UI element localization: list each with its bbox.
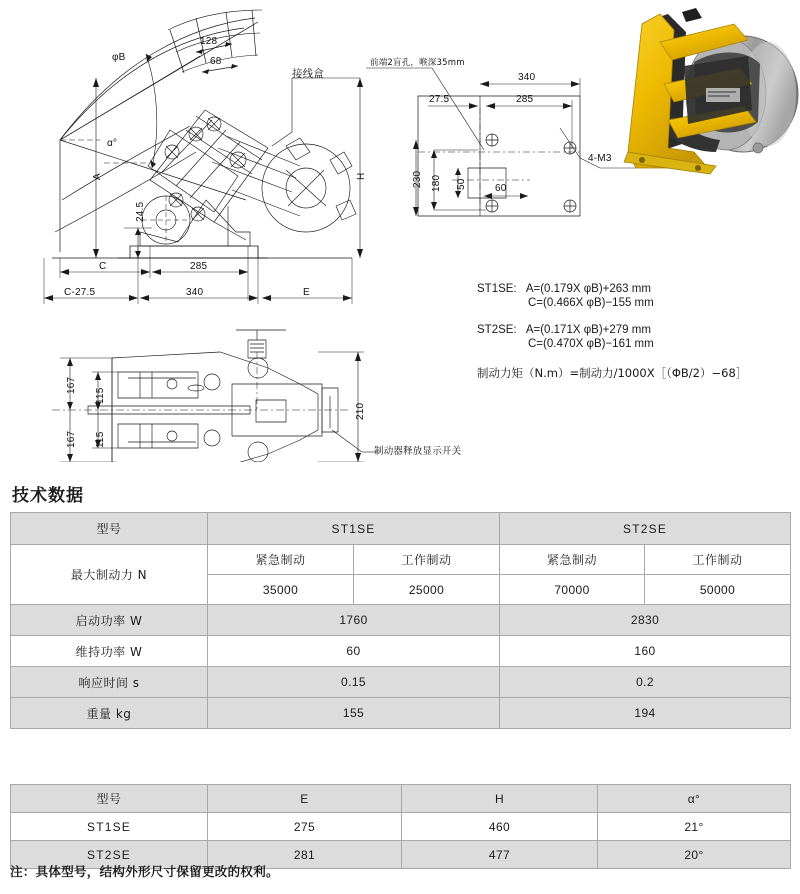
section-title-technical-data: 技术数据 [12,486,84,506]
dim-285-front: 285 [516,94,534,105]
dim-e: E [303,287,310,298]
table-row [11,545,791,575]
callout-junction-box: 接线盒 [292,68,325,80]
formula-st1se-a-text: A=(0.179X φB)+263 mm [525,283,651,295]
spec-row-label-hold-power: 维持功率 W [11,636,208,667]
spec-value-force-1: 25000 [354,575,500,605]
spec-header-st1se: ST1SE [208,513,500,545]
dim-c-minus-27-5: C-27.5 [64,287,96,298]
spec-mode-st2se-emergency: 紧急制动 [500,545,645,575]
dim-167-top: 167 [66,376,77,394]
footnote: 注：具体型号，结构外形尺寸保留更改的权利。 [10,864,279,879]
dim-68: 68 [210,56,222,67]
dim-phi-b: φB [112,52,126,63]
formula-st2se-c: C=(0.470X φB)−161 mm [528,338,654,351]
dim-a: A [92,173,103,180]
spec-value-hold-power-st2se: 160 [500,636,791,667]
dimension-table [10,784,791,869]
spec-mode-st1se-emergency: 紧急制动 [208,545,354,575]
table-row [11,636,791,667]
dim-row-h-st2se: 477 [402,841,598,869]
dim-alpha: α° [107,138,118,149]
table-row [11,667,791,698]
dim-24-5: 24.5 [135,201,146,222]
dim-row-alpha-st1se: 21° [598,813,791,841]
dim-row-h-st1se: 460 [402,813,598,841]
dim-115-bottom: 115 [95,431,106,448]
dim-340-front: 340 [518,72,536,83]
dim-4-m3: 4-M3 [588,153,612,164]
product-photo [598,2,800,178]
table-row [11,813,791,841]
dim-340-side: 340 [186,287,204,298]
dim-row-alpha-st2se: 20° [598,841,791,869]
table-row [11,785,791,813]
table-row [11,513,791,545]
spec-header-st2se: ST2SE [500,513,791,545]
spec-row-label-weight: 重量 kg [11,698,208,729]
dim-167-bottom: 167 [66,430,77,448]
spec-value-force-3: 50000 [645,575,791,605]
formula-st2se-model: ST2SE: [477,324,517,337]
dim-285: 285 [190,261,208,272]
spec-value-response-st2se: 0.2 [500,667,791,698]
dim-row-e-st2se: 281 [208,841,402,869]
spec-value-hold-power-st1se: 60 [208,636,500,667]
spec-mode-st1se-service: 工作制动 [354,545,500,575]
formula-spacer [477,311,797,324]
spec-row-label-response-time: 响应时间 s [11,667,208,698]
spec-value-start-power-st1se: 1760 [208,605,500,636]
spec-row-label-max-brake-force: 最大制动力 N [11,545,208,605]
dim-115-top: 115 [95,387,106,404]
formula-st1se-a [477,283,797,295]
dim-128: 128 [200,36,218,47]
dim-row-model-st1se: ST1SE [11,813,208,841]
callout-release-switch: 制动器释放显示开关 [374,446,462,457]
spec-value-start-power-st2se: 2830 [500,605,791,636]
dim-180: 180 [431,174,442,192]
dim-h: H [356,172,367,180]
formula-brake-torque: 制动力矩（N.m）=制动力/1000X［（ΦB/2）−68］ [477,366,748,381]
dim-header-model: 型号 [11,785,208,813]
dim-210: 210 [355,402,366,420]
spec-value-weight-st2se: 194 [500,698,791,729]
spec-row-label-start-power: 启动功率 W [11,605,208,636]
spec-value-response-st1se: 0.15 [208,667,500,698]
dim-header-h: H [402,785,598,813]
dim-50: 50 [456,178,467,190]
callout-blind-holes: 前端2盲孔，喉深35mm [370,58,465,68]
dim-27-5: 27.5 [429,94,450,105]
formula-st1se-model: ST1SE: [477,283,517,295]
spec-value-weight-st1se: 155 [208,698,500,729]
dim-header-alpha: α° [598,785,791,813]
formula-block [477,283,797,379]
formula-st1se-c: C=(0.466X φB)−155 mm [528,297,654,310]
table-row [11,698,791,729]
dim-c: C [99,261,107,272]
table-row [11,605,791,636]
dim-header-e: E [208,785,402,813]
formula-st2se-a [477,324,797,336]
formula-st2se-a-text: A=(0.171X φB)+279 mm [525,324,651,337]
dim-230: 230 [412,170,423,188]
spec-header-model: 型号 [11,513,208,545]
dim-row-model-st2se: ST2SE [11,841,208,869]
spec-value-force-0: 35000 [208,575,354,605]
spec-value-force-2: 70000 [500,575,645,605]
spec-mode-st2se-service: 工作制动 [645,545,791,575]
dim-60: 60 [495,183,507,194]
spec-table [10,512,791,729]
dim-row-e-st1se: 275 [208,813,402,841]
